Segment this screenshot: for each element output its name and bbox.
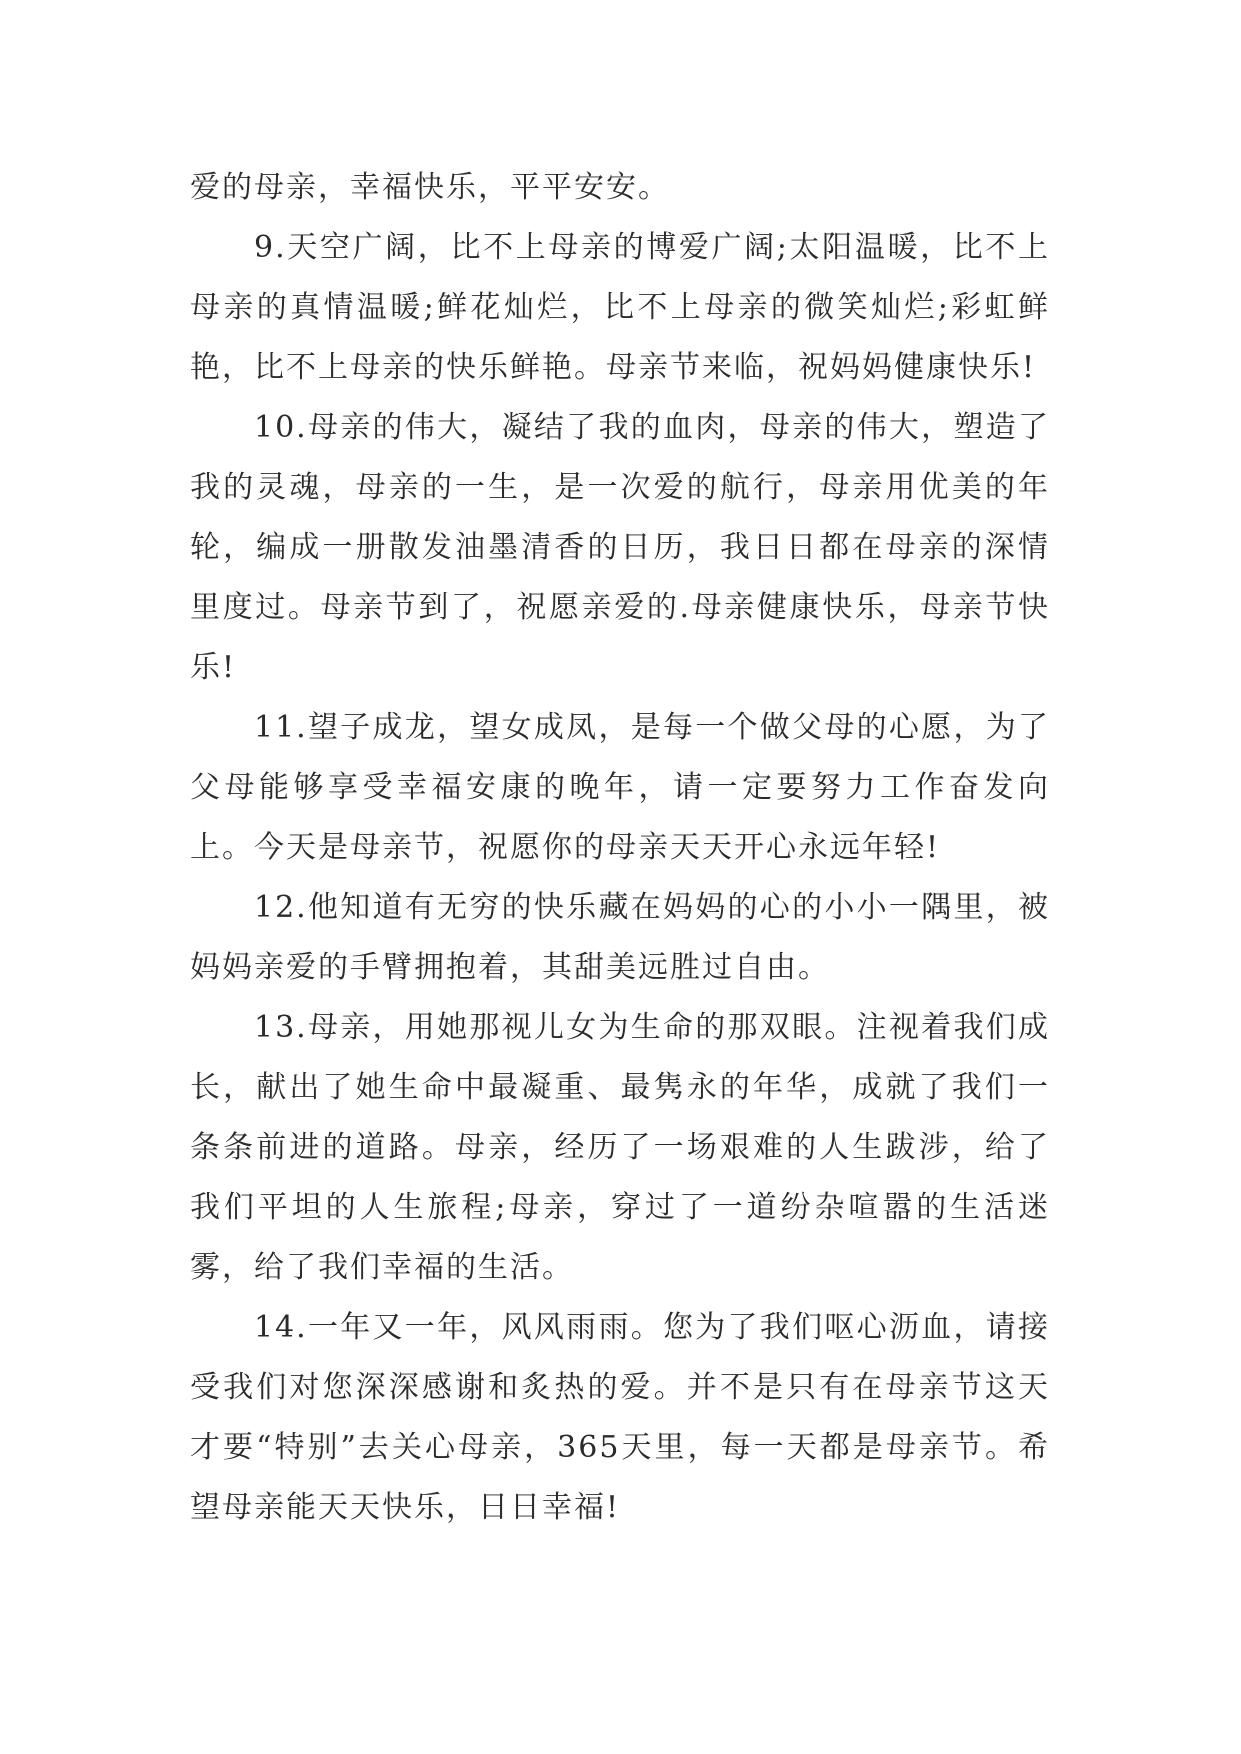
paragraph-item-9: 9.天空广阔，比不上母亲的博爱广阔;太阳温暖，比不上母亲的真情温暖;鲜花灿烂，比不上母亲的微笑灿烂;彩虹鲜艳，比不上母亲的快乐鲜艳。母亲节来临，祝妈妈健康快乐! [190,230,1050,385]
paragraph-item-11: 11.望子成龙，望女成凤，是每一个做父母的心愿，为了父母能够享受幸福安康的晚年，请一定要努力工作奋发向上。今天是母亲节，祝愿你的母亲天天开心永远年轻! [190,710,1050,865]
paragraph-item-10: 10.母亲的伟大，凝结了我的血肉，母亲的伟大，塑造了我的灵魂，母亲的一生，是一次爱的航行，母亲用优美的年轮，编成一册散发油墨清香的日历，我日日都在母亲的深情里度过。母亲节到了，祝愿亲爱的.母亲健康快乐，母亲节快乐! [190,410,1050,685]
paragraph-item-12: 12.他知道有无穷的快乐藏在妈妈的心的小小一隅里，被妈妈亲爱的手臂拥抱着，其甜美远胜过自由。 [190,890,1050,985]
paragraph-item-13: 13.母亲，用她那视儿女为生命的那双眼。注视着我们成长，献出了她生命中最凝重、最隽永的年华，成就了我们一条条前进的道路。母亲，经历了一场艰难的人生跋涉，给了我们平坦的人生旅程;母亲，穿过了一道纷杂喧嚣的生活迷雾，给了我们幸福的生活。 [190,1010,1050,1285]
paragraph-item-14: 14.一年又一年，风风雨雨。您为了我们呕心沥血，请接受我们对您深深感谢和炙热的爱。并不是只有在母亲节这天才要“特别”去关心母亲，365天里，每一天都是母亲节。希望母亲能天天快乐，日日幸福! [190,1310,1050,1525]
paragraph-continued: 爱的母亲，幸福快乐，平平安安。 [190,170,670,205]
document-body [190,158,1050,1538]
